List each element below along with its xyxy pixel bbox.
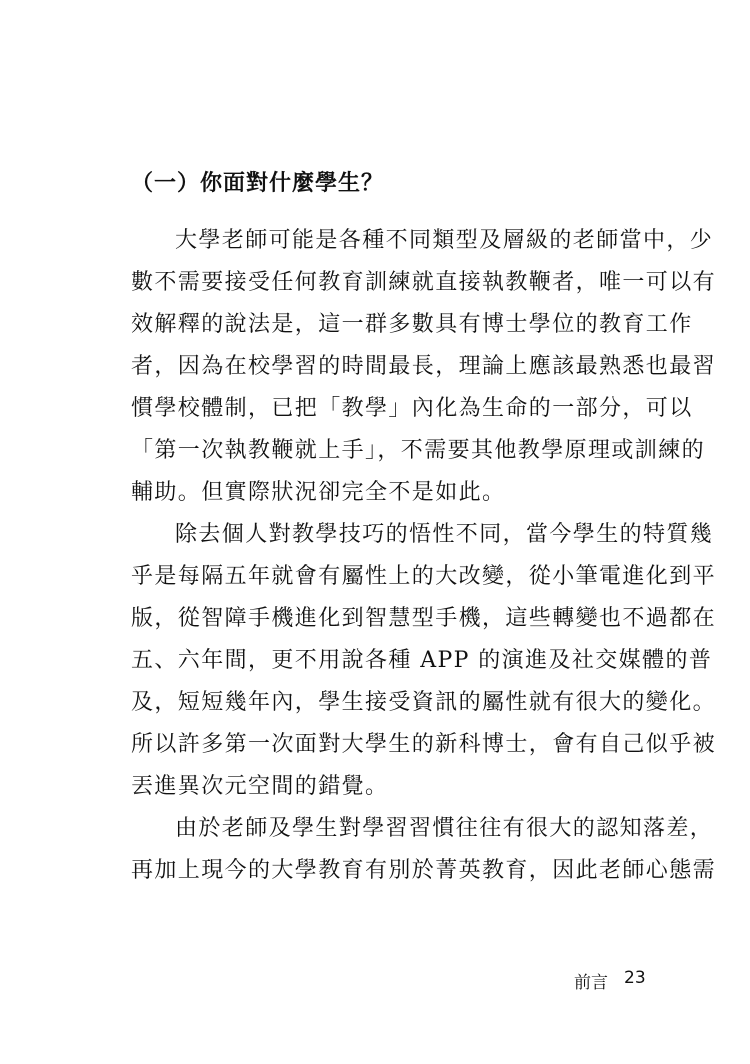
paragraph-2-line-4: 五、六年間，更不用說各種 APP 的演進及社交媒體的普 [131,648,713,673]
paragraph-1-line-4: 者，因為在校學習的時間最長，理論上應該最熟悉也最習 [131,354,717,379]
paragraph-2-line-1: 除去個人對教學技巧的悟性不同，當今學生的特質幾 [175,522,714,547]
paragraph-1-line-3: 效解釋的說法是，這一群多數具有博士學位的教育工作 [131,312,693,337]
paragraph-1-line-7: 輔助。但實際狀況卻完全不是如此。 [131,480,506,505]
section-heading: （一）你面對什麼學生？ [131,170,385,196]
page-number: 23 [624,968,646,988]
paragraph-2-line-2: 乎是每隔五年就會有屬性上的大改變，從小筆電進化到平 [131,564,717,589]
footer-section-title: 前言 [574,973,608,993]
paragraph-1-line-1: 大學老師可能是各種不同類型及層級的老師當中，少 [175,228,714,253]
paragraph-3-line-2: 再加上現今的大學教育有別於菁英教育，因此老師心態需 [131,858,717,883]
paragraph-2-line-5: 及，短短幾年內，學生接受資訊的屬性就有很大的變化。 [131,690,717,715]
paragraph-1-line-2: 數不需要接受任何教育訓練就直接執教鞭者，唯一可以有 [131,270,717,295]
paragraph-2-line-3: 版，從智障手機進化到智慧型手機，這些轉變也不過都在 [131,606,717,631]
paragraph-1-line-6: 「第一次執教鞭就上手」，不需要其他教學原理或訓練的 [131,438,706,463]
paragraph-2-line-6: 所以許多第一次面對大學生的新科博士，會有自己似乎被 [131,732,717,757]
paragraph-1-line-5: 慣學校體制，已把「教學」內化為生命的一部分，可以 [131,396,693,421]
paragraph-3-line-1: 由於老師及學生對學習習慣往往有很大的認知落差， [175,816,714,841]
paragraph-2-line-7: 丟進異次元空間的錯覺。 [131,774,389,799]
